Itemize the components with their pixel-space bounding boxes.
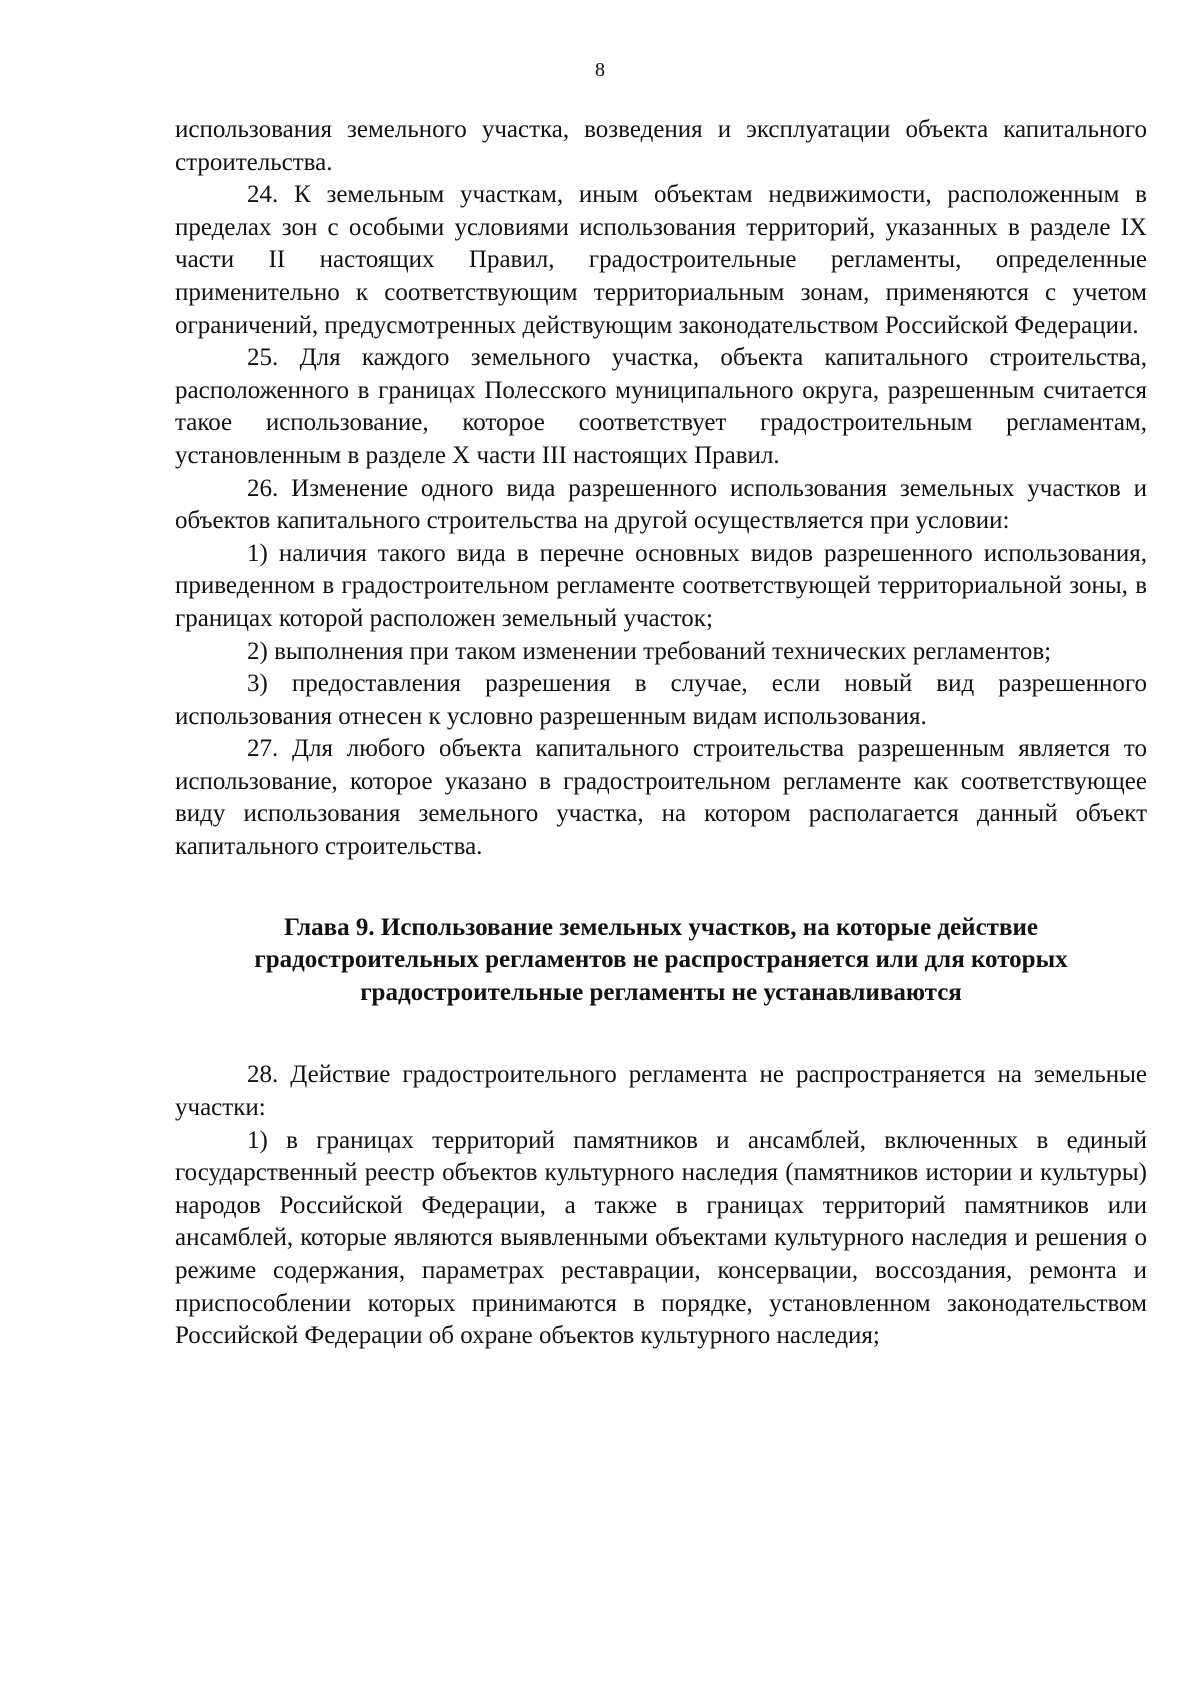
page-number: 8 (595, 59, 605, 81)
paragraph-continuation: использования земельного участка, возведения и эксплуатации объекта капитального строительства. (175, 116, 1147, 176)
paragraph-26-item-2: 2) выполнения при таком изменении требований технических регламентов; (247, 637, 1052, 665)
chapter-heading (175, 912, 1147, 1010)
chapter-heading-line-3: градостроительные регламенты не устанавливаются (360, 978, 962, 1006)
paragraph-27: 27. Для любого объекта капитального строительства разрешенным является то использование, которое указано в градостроительном регламенте как соответствующее виду использования земельного участка, на котором располагается данный объект капитального строительства. (175, 735, 1147, 861)
paragraph-24: 24. К земельным участкам, иным объектам недвижимости, расположенным в пределах зон с особыми условиями использования территорий, указанных в разделе IX части II настоящих Правил, градостроительные регламенты, определенные применительно к соответствующим территориальным зонам, применяются с учетом ограничений, предусмотренных действующим законодательством Российской Федерации. (175, 181, 1147, 339)
paragraph-28-item-1: 1) в границах территорий памятников и ансамблей, включенных в единый государственный реестр объектов культурного наследия (памятников истории и культуры) народов Российской Федерации, а также в границах территорий памятников или ансамблей, которые являются выявленными объектами культурного наследия и решения о режиме содержания, параметрах реставрации, консервации, воссоздания, ремонта и приспособлении которых принимаются в порядке, установленном законодательством Российской Федерации об охране объектов культурного наследия; (175, 1126, 1147, 1350)
paragraph-25: 25. Для каждого земельного участка, объекта капитального строительства, расположенного в границах Полесского муниципального округа, разрешенным считается такое использование, которое соответствует градостроительным регламентам, установленным в разделе X части III настоящих Правил. (175, 344, 1147, 469)
paragraph-26-item-1: 1) наличия такого вида в перечне основных видов разрешенного использования, приведенном в градостроительном регламенте соответствующей территориальной зоны, в границах которой расположен земельный участок; (175, 539, 1147, 632)
document-body (175, 114, 1147, 1353)
chapter-heading-line-1: Глава 9. Использование земельных участков, на которые действие (284, 913, 1038, 941)
chapter-heading-line-2: градостроительных регламентов не распространяется или для которых (254, 946, 1068, 974)
paragraph-26-item-3: 3) предоставления разрешения в случае, если новый вид разрешенного использования отнесен к условно разрешенным видам использования. (175, 670, 1147, 730)
paragraph-28: 28. Действие градостроительного регламента не распространяется на земельные участки: (175, 1061, 1147, 1122)
paragraph-26: 26. Изменение одного вида разрешенного использования земельных участков и объектов капитального строительства на другой осуществляется при условии: (175, 474, 1147, 535)
